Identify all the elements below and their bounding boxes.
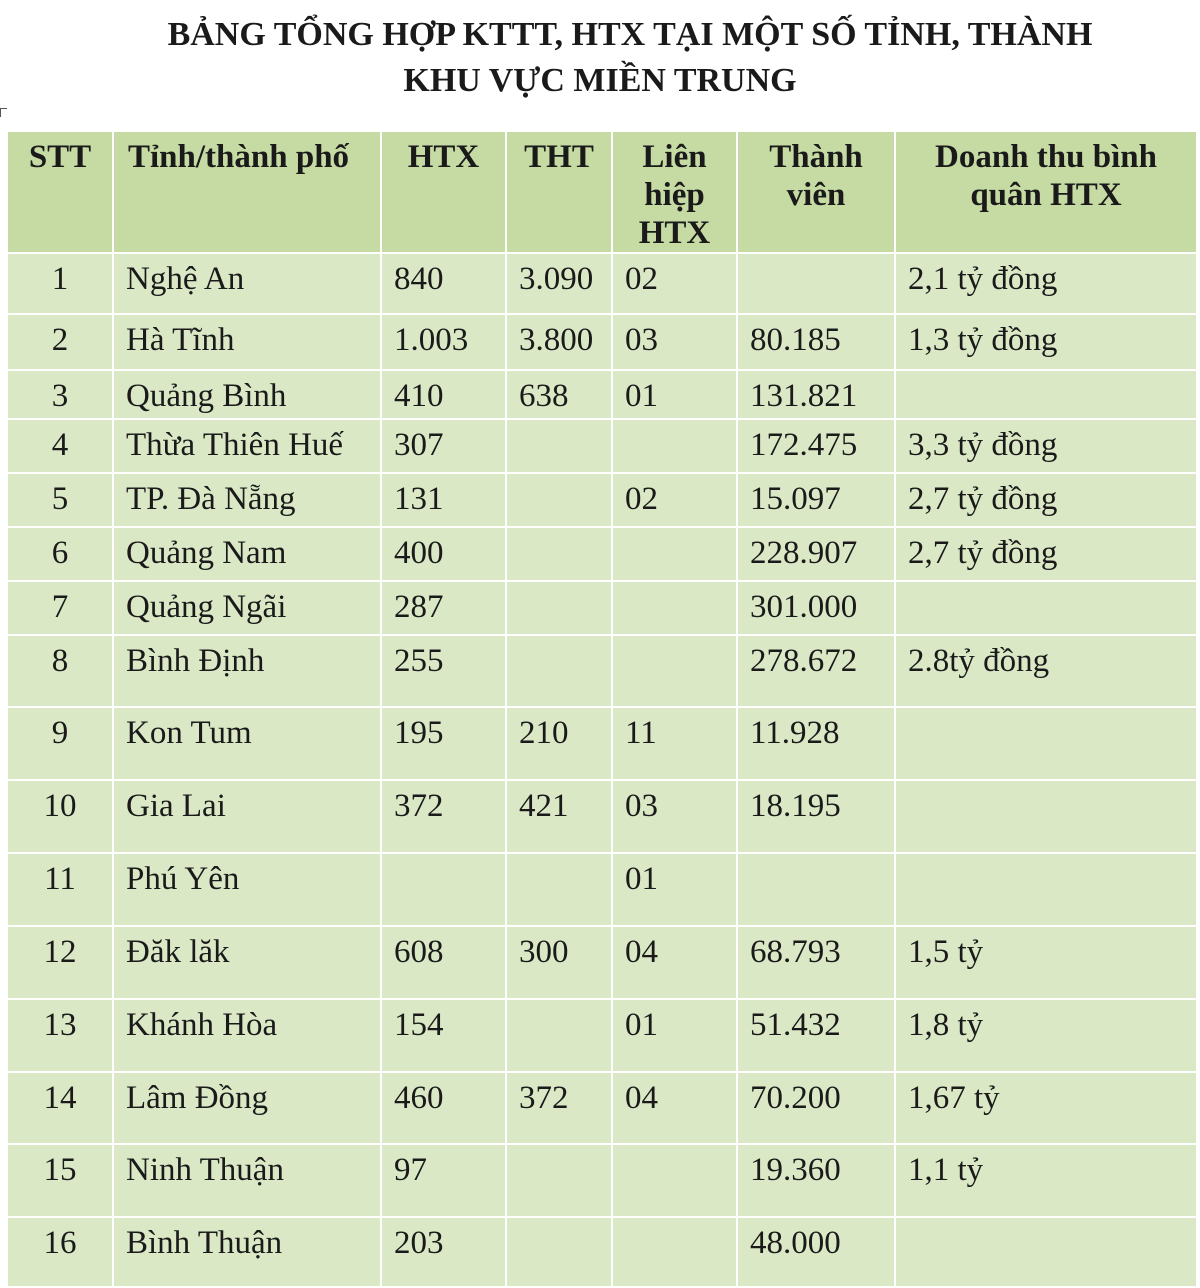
table-row (7, 253, 1197, 314)
cell-htx: 97 (381, 1144, 506, 1217)
cell-htx: 840 (381, 253, 506, 314)
cell-tht: 638 (506, 370, 612, 419)
header-htx-label: HTX (407, 139, 480, 175)
cell-htx: 195 (381, 707, 506, 780)
cell-lienhiep (612, 1144, 737, 1217)
cell-doanhthu: 1,5 tỷ (895, 926, 1197, 999)
cell-thanhvien (737, 853, 895, 926)
table-row (7, 1144, 1197, 1217)
cell-tht (506, 1144, 612, 1217)
cell-doanhthu: 1,1 tỷ (895, 1144, 1197, 1217)
cell-thanhvien: 68.793 (737, 926, 895, 999)
cell-province: Ninh Thuận (113, 1144, 381, 1217)
cell-province: Kon Tum (113, 707, 381, 780)
header-lienhiep-line-1: Liên (642, 139, 707, 175)
cell-lienhiep (612, 635, 737, 707)
table-row (7, 527, 1197, 581)
header-lienhiep (612, 131, 737, 253)
cell-stt: 4 (7, 419, 113, 473)
table-row (7, 473, 1197, 527)
cell-thanhvien: 70.200 (737, 1072, 895, 1144)
cell-tht (506, 635, 612, 707)
cell-lienhiep (612, 419, 737, 473)
header-doanhthu (895, 131, 1197, 253)
cell-doanhthu: 3,3 tỷ đồng (895, 419, 1197, 473)
header-tht-label: THT (524, 139, 594, 175)
cell-lienhiep: 02 (612, 253, 737, 314)
header-lienhiep-line-3: HTX (638, 215, 711, 251)
cell-stt: 8 (7, 635, 113, 707)
table-row (7, 314, 1197, 370)
cell-tht (506, 527, 612, 581)
cell-doanhthu (895, 780, 1197, 853)
header-doanhthu-line-1: Doanh thu bình (935, 139, 1157, 175)
cell-lienhiep: 01 (612, 853, 737, 926)
table-row (7, 853, 1197, 926)
cell-province: Lâm Đồng (113, 1072, 381, 1144)
cell-tht: 3.800 (506, 314, 612, 370)
table-row (7, 419, 1197, 473)
cell-stt: 7 (7, 581, 113, 635)
cell-province: Khánh Hòa (113, 999, 381, 1072)
cell-tht: 3.090 (506, 253, 612, 314)
cell-province: Đăk lăk (113, 926, 381, 999)
cell-stt: 16 (7, 1217, 113, 1287)
cell-tht: 372 (506, 1072, 612, 1144)
document-title (0, 12, 1200, 104)
cell-htx: 154 (381, 999, 506, 1072)
cell-htx: 287 (381, 581, 506, 635)
cell-stt: 2 (7, 314, 113, 370)
cell-tht (506, 473, 612, 527)
cell-thanhvien: 19.360 (737, 1144, 895, 1217)
cell-doanhthu: 2.8tỷ đồng (895, 635, 1197, 707)
cell-doanhthu: 1,67 tỷ (895, 1072, 1197, 1144)
table-row (7, 581, 1197, 635)
cell-province: Quảng Ngãi (113, 581, 381, 635)
cell-stt: 13 (7, 999, 113, 1072)
cell-thanhvien: 228.907 (737, 527, 895, 581)
cell-lienhiep: 04 (612, 926, 737, 999)
cell-province: Quảng Bình (113, 370, 381, 419)
cell-lienhiep: 04 (612, 1072, 737, 1144)
cell-lienhiep: 03 (612, 780, 737, 853)
cell-doanhthu (895, 581, 1197, 635)
cell-doanhthu: 1,3 tỷ đồng (895, 314, 1197, 370)
header-thanhvien-line-2: viên (786, 177, 846, 213)
title-line-1: BẢNG TỔNG HỢP KTTT, HTX TẠI MỘT SỐ TỈNH, THÀNH (167, 16, 1093, 53)
cell-tht: 421 (506, 780, 612, 853)
cell-htx: 400 (381, 527, 506, 581)
cell-stt: 9 (7, 707, 113, 780)
header-province (113, 131, 381, 253)
cell-tht (506, 419, 612, 473)
table-row (7, 635, 1197, 707)
cell-lienhiep: 01 (612, 999, 737, 1072)
header-htx (381, 131, 506, 253)
table-row (7, 370, 1197, 419)
cell-htx: 307 (381, 419, 506, 473)
cell-province: Thừa Thiên Huế (113, 419, 381, 473)
cell-tht (506, 853, 612, 926)
cell-province: Gia Lai (113, 780, 381, 853)
cell-thanhvien: 18.195 (737, 780, 895, 853)
title-line-2: KHU VỰC MIỀN TRUNG (403, 62, 797, 99)
table-row (7, 999, 1197, 1072)
cell-htx: 255 (381, 635, 506, 707)
cell-lienhiep: 03 (612, 314, 737, 370)
cell-thanhvien: 15.097 (737, 473, 895, 527)
cell-doanhthu (895, 853, 1197, 926)
cooperatives-table (6, 130, 1198, 1288)
header-tht (506, 131, 612, 253)
cell-stt: 14 (7, 1072, 113, 1144)
cell-tht: 210 (506, 707, 612, 780)
cell-stt: 5 (7, 473, 113, 527)
cell-thanhvien: 51.432 (737, 999, 895, 1072)
header-doanhthu-line-2: quân HTX (970, 177, 1122, 213)
cell-lienhiep (612, 1217, 737, 1287)
cell-thanhvien: 278.672 (737, 635, 895, 707)
cell-thanhvien: 11.928 (737, 707, 895, 780)
cell-thanhvien: 80.185 (737, 314, 895, 370)
cell-htx: 608 (381, 926, 506, 999)
cell-lienhiep (612, 527, 737, 581)
header-thanhvien-line-1: Thành (769, 139, 863, 175)
cell-thanhvien: 48.000 (737, 1217, 895, 1287)
cell-thanhvien: 131.821 (737, 370, 895, 419)
cell-htx: 1.003 (381, 314, 506, 370)
cell-tht (506, 999, 612, 1072)
header-stt (7, 131, 113, 253)
cell-province: Bình Thuận (113, 1217, 381, 1287)
cell-tht (506, 1217, 612, 1287)
cell-stt: 10 (7, 780, 113, 853)
cell-lienhiep (612, 581, 737, 635)
table-row (7, 1217, 1197, 1287)
cell-doanhthu: 2,1 tỷ đồng (895, 253, 1197, 314)
cell-doanhthu: 2,7 tỷ đồng (895, 473, 1197, 527)
cell-htx: 131 (381, 473, 506, 527)
cell-doanhthu (895, 370, 1197, 419)
cell-htx: 410 (381, 370, 506, 419)
cell-htx (381, 853, 506, 926)
cell-thanhvien (737, 253, 895, 314)
cell-htx: 460 (381, 1072, 506, 1144)
cell-province: Bình Định (113, 635, 381, 707)
header-thanhvien (737, 131, 895, 253)
table-header-row (7, 131, 1197, 253)
cell-province: Phú Yên (113, 853, 381, 926)
table-move-handle[interactable] (0, 108, 7, 117)
cell-stt: 15 (7, 1144, 113, 1217)
cell-doanhthu: 1,8 tỷ (895, 999, 1197, 1072)
cell-lienhiep: 02 (612, 473, 737, 527)
table-row (7, 780, 1197, 853)
cell-province: TP. Đà Nẵng (113, 473, 381, 527)
header-province-label: Tỉnh/thành phố (128, 139, 350, 175)
cell-doanhthu (895, 1217, 1197, 1287)
cell-lienhiep: 11 (612, 707, 737, 780)
table-row (7, 1072, 1197, 1144)
cell-tht: 300 (506, 926, 612, 999)
header-lienhiep-line-2: hiệp (644, 177, 705, 213)
cell-doanhthu: 2,7 tỷ đồng (895, 527, 1197, 581)
header-stt-label: STT (28, 139, 92, 175)
cell-tht (506, 581, 612, 635)
cell-thanhvien: 172.475 (737, 419, 895, 473)
cell-lienhiep: 01 (612, 370, 737, 419)
cell-stt: 6 (7, 527, 113, 581)
cell-stt: 11 (7, 853, 113, 926)
table-row (7, 707, 1197, 780)
cell-htx: 203 (381, 1217, 506, 1287)
cell-province: Quảng Nam (113, 527, 381, 581)
cell-province: Hà Tĩnh (113, 314, 381, 370)
cell-thanhvien: 301.000 (737, 581, 895, 635)
cell-htx: 372 (381, 780, 506, 853)
cell-stt: 1 (7, 253, 113, 314)
cell-province: Nghệ An (113, 253, 381, 314)
cell-stt: 12 (7, 926, 113, 999)
table-row (7, 926, 1197, 999)
cell-doanhthu (895, 707, 1197, 780)
cell-stt: 3 (7, 370, 113, 419)
